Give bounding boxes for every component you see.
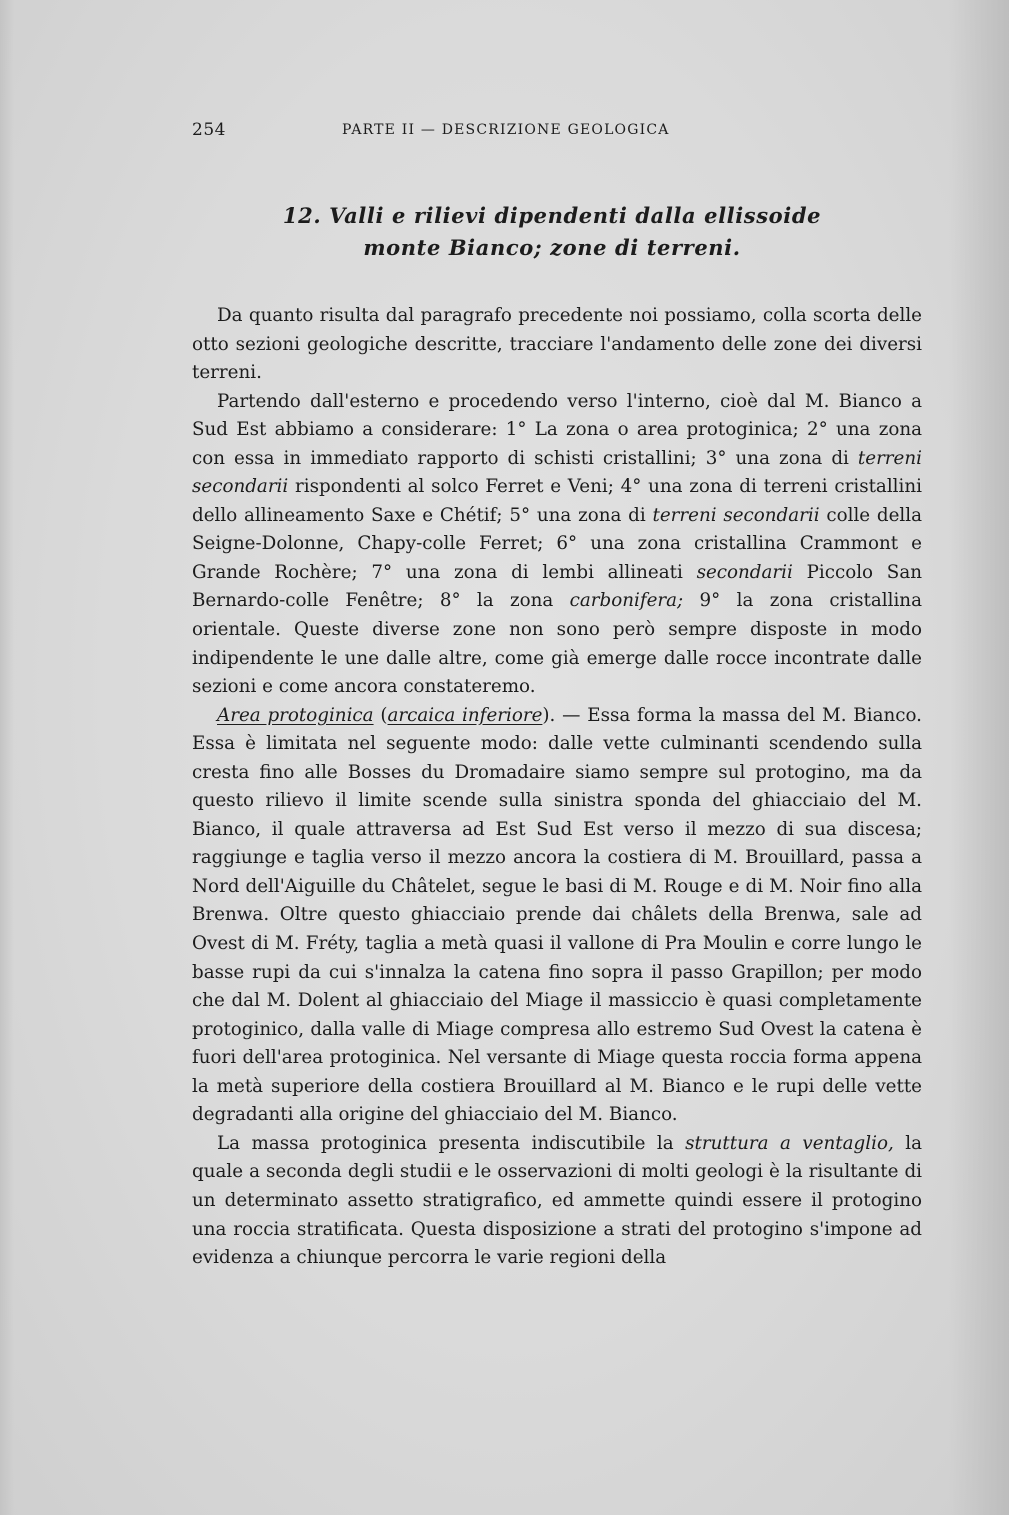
paragraph-3-text: ( (373, 704, 388, 726)
paragraph-4-text: La massa protoginica presenta indiscutibile la (217, 1132, 686, 1154)
paragraph-2 (192, 388, 922, 702)
paragraph-4-text: la quale a seconda degli studii e le osservazioni di molti geologi è la risultante di un determinato assetto stratigrafico, ed ammette quindi essere il protogino una roccia stratificata. Questa disposizione a strati del protogino s'impone ad evidenza a chiunque percorra le varie regioni della (192, 1132, 923, 1269)
italic-term: struttura a ventaglio, (685, 1132, 894, 1154)
paragraph-2-text: colle della Seigne-Dolonne, Chapy-colle Ferret; 6° una zona cristallina Crammont e Grande Rochère; 7° una zona di lembi allineati (192, 504, 922, 583)
subsection-subheading: arcaica inferiore (387, 704, 543, 726)
section-title-line-2: monte Bianco; zone di terreni. (363, 235, 741, 260)
section-title (192, 200, 922, 264)
paragraph-3 (192, 702, 922, 1130)
italic-term: secondarii (696, 561, 793, 583)
running-head (192, 120, 922, 142)
section-title-line-1: 12. Valli e rilievi dipendenti dalla ellissoide (282, 203, 822, 228)
italic-term: carbonifera; (569, 590, 684, 612)
italic-term: terreni secondarii (652, 504, 820, 526)
page-shadow-left (0, 0, 14, 1515)
italic-term: terreni secondarii (192, 447, 922, 498)
paragraph-3-text: ). — Essa forma la massa del M. Bianco. Essa è limitata nel seguente modo: dalle vette culminanti scendendo sulla cresta fino alle Bosses du Dromadaire siamo sempre sul protogino, ma da questo rilievo il limite scende sulla sinistra sponda del ghiacciaio del M. Bianco, il quale attraversa ad Est Sud Est verso il mezzo di sua discesa; raggiunge e taglia verso il mezzo ancora la costiera di M. Brouillard, passa a Nord dell'Aiguille du Châtelet, segue le basi di M. Rouge e di M. Noir fino alla Brenwa. Oltre questo ghiacciaio prende dai châlets della Brenwa, sale ad Ovest di M. Fréty, taglia a metà quasi il vallone di Pra Moulin e corre lungo le basse rupi da cui s'innalza la catena fino sopra il passo Grapillon; per modo che dal M. Dolent al ghiacciaio del Miage il massiccio è quasi completamente protoginico, dalla valle di Miage compresa allo estremo Sud Ovest la catena è fuori dell'area protoginica. Nel versante di Miage questa roccia forma appena la metà superiore della costiera Brouillard al M. Bianco e le rupi delle vette degradanti alla origine del ghiacciaio del M. Bianco. (192, 704, 922, 1126)
page-number: 254 (192, 120, 226, 140)
paragraph-2-text: Piccolo San Bernardo-colle Fenêtre; 8° la zona (192, 561, 922, 612)
running-title: PARTE II — DESCRIZIONE GEOLOGICA (342, 122, 670, 138)
paragraph-4 (192, 1130, 922, 1273)
paragraph-2-text: 9° la zona cristallina orientale. Queste diverse zone non sono però sempre disposte in modo indipendente le une dalle altre, come già emerge dalle rocce incontrate dalle sezioni e come ancora constateremo. (192, 590, 922, 698)
subsection-heading: Area protoginica (217, 704, 374, 726)
paragraph-2-text: rispondenti al solco Ferret e Veni; 4° una zona di terreni cristallini dello allineamento Saxe e Chétif; 5° una zona di (192, 476, 922, 526)
body-text (192, 302, 922, 1273)
paragraph-1: Da quanto risulta dal paragrafo precedente noi possiamo, colla scorta delle otto sezioni geologiche descritte, tracciare l'andamento delle zone dei diversi terreni. (192, 305, 922, 384)
page-shadow-right (949, 0, 1009, 1515)
paragraph-2-text: Partendo dall'esterno e procedendo verso l'interno, cioè dal M. Bianco a Sud Est abbiamo a considerare: 1° La zona o area protoginica; 2° una zona con essa in immediato rapporto di schisti cristallini; 3° una zona di (192, 390, 922, 469)
